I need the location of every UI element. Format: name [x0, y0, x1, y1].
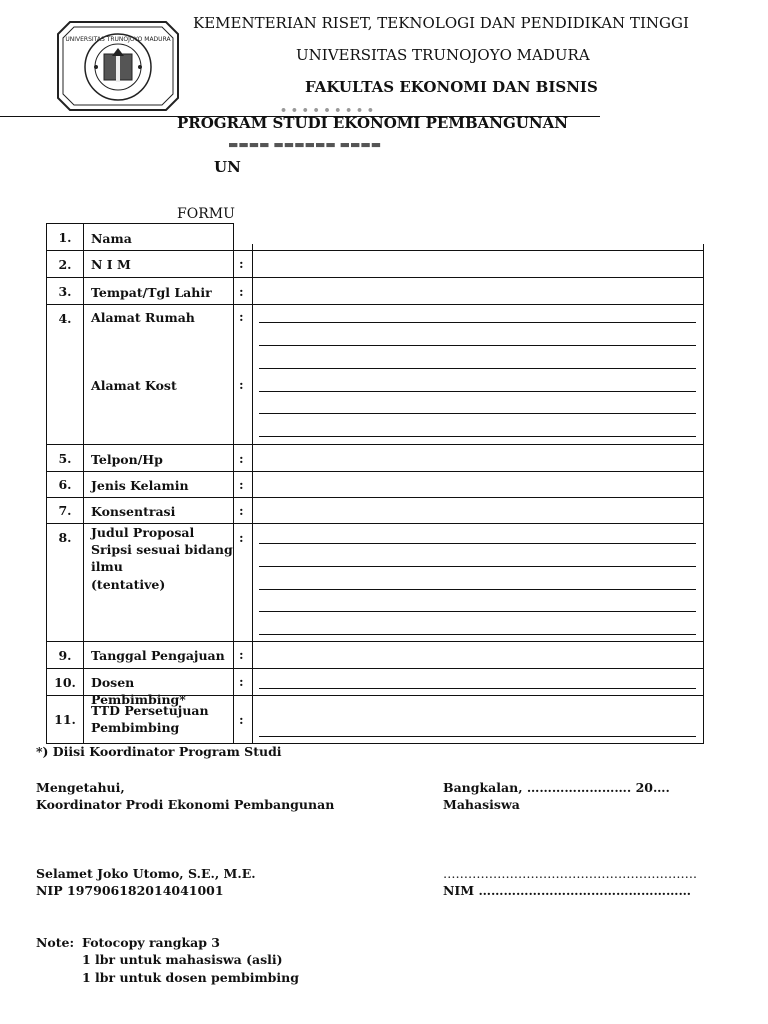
coordinator-title: Koordinator Prodi Ekonomi Pembangunan [36, 797, 335, 812]
supervisor-line[interactable] [259, 688, 696, 689]
home-address-line-3[interactable] [259, 368, 696, 369]
row-4-value-cell [252, 304, 704, 445]
proposal-line-4[interactable] [259, 611, 696, 612]
row-number: 11. [54, 712, 76, 727]
row-4-label-cell [83, 304, 234, 445]
row-10-no-cell [46, 668, 84, 696]
label-submission-date: Tanggal Pengajuan [91, 648, 225, 663]
row-8-value-cell [252, 523, 704, 642]
row-number: 2. [58, 257, 72, 272]
label-proposal-title-2: Sripsi sesuai bidang [91, 542, 233, 557]
header-ministry: KEMENTERIAN RISET, TEKNOLOGI DAN PENDIDIKAN TINGGI [193, 14, 689, 32]
row-number: 3. [58, 284, 72, 299]
colon: : [239, 503, 244, 518]
row-5-no-cell [46, 444, 84, 472]
label-signature: TTD Persetujuan [91, 703, 209, 718]
row-1-value-field[interactable] [253, 230, 702, 250]
row-8-colon-cell [233, 523, 253, 642]
student-name-line: ……………………………………………………. [443, 866, 697, 881]
row-2-value-field[interactable] [252, 250, 704, 278]
row-number: 8. [58, 530, 72, 545]
overlap-remnant: • • • • • • • • • [280, 104, 374, 112]
row-11-colon-cell [233, 695, 253, 744]
header-study-program: PROGRAM STUDI EKONOMI PEMBANGUNAN [177, 114, 568, 132]
header-form-title-cut: FORMU [177, 206, 235, 222]
label-nim: N I M [91, 257, 131, 272]
row-1-label-cell [83, 223, 234, 251]
row-4-no-cell [46, 304, 84, 445]
coordinator-nip: NIP 197906182014041001 [36, 883, 224, 898]
colon: : [239, 674, 244, 689]
boarding-address-line-1[interactable] [259, 391, 696, 392]
row-number: 7. [58, 503, 72, 518]
boarding-address-line-3[interactable] [259, 436, 696, 437]
university-logo [56, 20, 180, 112]
row-10-colon-cell [233, 668, 253, 696]
colon: : [239, 530, 244, 545]
label-boarding-address: Alamat Kost [91, 378, 177, 393]
row-5-colon-cell [233, 444, 253, 472]
row-1-no-cell [46, 223, 84, 251]
row-8-no-cell [46, 523, 84, 642]
row-3-colon-cell [233, 277, 253, 305]
home-address-line-1[interactable] [259, 322, 696, 323]
label-proposal-title-4: (tentative) [91, 577, 166, 592]
note-line-1: Fotocopy rangkap 3 [82, 935, 221, 950]
label-proposal-title-3: ilmu [91, 559, 123, 574]
proposal-line-3[interactable] [259, 589, 696, 590]
row-4-colon-cell [233, 304, 253, 445]
header-university-cut: UN [214, 158, 241, 176]
colon: : [239, 377, 244, 392]
coordinator-name: Selamet Joko Utomo, S.E., M.E. [36, 866, 256, 881]
row-6-colon-cell [233, 471, 253, 498]
row-7-label-cell [83, 497, 234, 524]
colon: : [239, 477, 244, 492]
row-8-label-cell [83, 523, 234, 642]
acknowledged-label: Mengetahui, [36, 780, 125, 795]
label-nama: Nama [91, 231, 132, 246]
label-home-address: Alamat Rumah [91, 310, 195, 325]
row-2-label-cell [83, 250, 234, 278]
label-gender: Jenis Kelamin [91, 478, 189, 493]
row-11-label-cell [83, 695, 234, 744]
label-concentration: Konsentrasi [91, 504, 176, 519]
row-number: 9. [58, 648, 72, 663]
row-10-value-cell [252, 668, 704, 696]
row-7-no-cell [46, 497, 84, 524]
student-title: Mahasiswa [443, 797, 520, 812]
label-signature-2: Pembimbing [91, 720, 180, 735]
row-number: 6. [58, 477, 72, 492]
row-11-no-cell [46, 695, 84, 744]
row-7-colon-cell [233, 497, 253, 524]
row-6-value-field[interactable] [252, 471, 704, 498]
colon: : [239, 309, 244, 324]
colon: : [239, 284, 244, 299]
header-university: UNIVERSITAS TRUNOJOYO MADURA [296, 46, 590, 64]
place-date: Bangkalan, ……………………. 20…. [443, 780, 670, 795]
row-2-colon-cell [233, 250, 253, 278]
row-3-no-cell [46, 277, 84, 305]
row-number: 5. [58, 451, 72, 466]
colon: : [239, 712, 244, 727]
row-9-no-cell [46, 641, 84, 669]
proposal-line-1[interactable] [259, 543, 696, 544]
row-9-label-cell [83, 641, 234, 669]
row-10-label-cell [83, 668, 234, 707]
colon: : [239, 647, 244, 662]
row-6-label-cell [83, 471, 234, 498]
student-nim-line: NIM …………………………………………… [443, 883, 691, 898]
row-3-label-cell [83, 277, 234, 305]
logo-text: UNIVERSITAS TRUNOJOYO MADURA [65, 36, 171, 43]
home-address-line-2[interactable] [259, 345, 696, 346]
proposal-line-2[interactable] [259, 566, 696, 567]
note-label: Note: [36, 935, 75, 950]
note-line-2: 1 lbr untuk mahasiswa (asli) [82, 952, 283, 967]
row-5-label-cell [83, 444, 234, 472]
overlap-remnant-2: ▬▬▬▬ ▬▬▬▬▬▬ ▬▬▬▬ [228, 138, 382, 148]
row-9-value-field[interactable] [252, 641, 704, 669]
row-number: 10. [54, 675, 76, 690]
row-7-value-field[interactable] [252, 497, 704, 524]
row-6-no-cell [46, 471, 84, 498]
row-number: 1. [58, 230, 72, 245]
row-2-no-cell [46, 250, 84, 278]
label-phone: Telpon/Hp [91, 452, 163, 467]
colon: : [239, 256, 244, 271]
row-number: 4. [58, 311, 72, 326]
note-line-3: 1 lbr untuk dosen pembimbing [82, 970, 299, 985]
header-faculty: FAKULTAS EKONOMI DAN BISNIS [305, 78, 598, 96]
row-3-value-field[interactable] [252, 277, 704, 305]
row-9-colon-cell [233, 641, 253, 669]
label-supervisor: Dosen Pembimbing* [91, 675, 186, 707]
footnote: *) Diisi Koordinator Program Studi [36, 744, 282, 759]
boarding-address-line-2[interactable] [259, 413, 696, 414]
row-5-value-field[interactable] [252, 444, 704, 472]
proposal-line-5[interactable] [259, 634, 696, 635]
label-proposal-title: Judul Proposal [91, 525, 195, 540]
label-birth: Tempat/Tgl Lahir [91, 285, 212, 300]
signature-line[interactable] [259, 736, 696, 737]
colon: : [239, 451, 244, 466]
